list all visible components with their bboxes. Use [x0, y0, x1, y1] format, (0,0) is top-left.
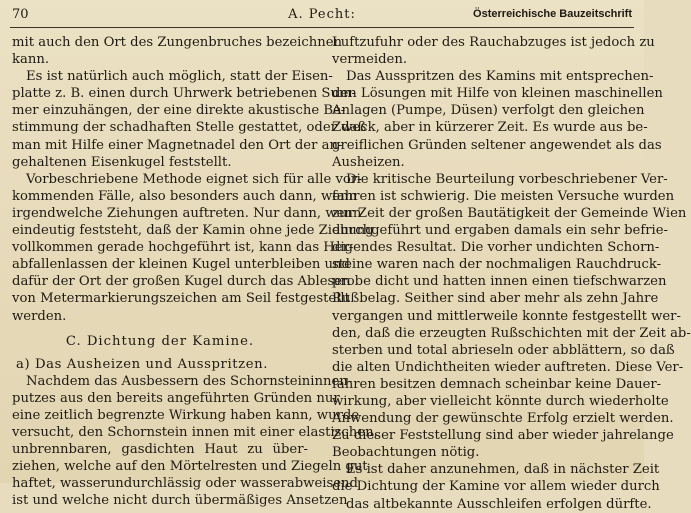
text-line: sterben und total abrieseln oder abblättern, so daß: [332, 342, 675, 358]
text-line: kann.: [12, 52, 50, 68]
text-line: den, daß die erzeugten Rußschichten mit der Zeit ab-: [332, 325, 691, 341]
text-line: durchgeführt und ergaben damals ein sehr befrie-: [332, 223, 669, 239]
text-line: man mit Hilfe einer Magnetnadel den Ort der an-: [12, 137, 343, 153]
text-line: abfallenlassen der kleinen Kugel unterbleiben und: [12, 257, 350, 273]
text-line: die alten Undichtheiten wieder auftreten. Diese Ver-: [332, 359, 684, 375]
text-line: Zu dieser Feststellung sind aber wieder jahrelange: [332, 428, 674, 444]
text-line: digendes Resultat. Die vorher undichten Schorn-: [332, 240, 660, 256]
section-heading: C. Dichtung der Kamine.: [65, 333, 255, 349]
text-line: wirkung, aber vielleicht könnte durch wiederholte: [332, 393, 669, 409]
text-line: eine zeitlich begrenzte Wirkung haben kann, wurde: [12, 407, 360, 423]
text-line: eindeutig feststeht, daß der Kamin ohne jede Ziehung: [12, 223, 374, 239]
text-line: Nachdem das Ausbessern des Schornsteininnen-: [26, 373, 353, 389]
text-line: greiflichen Gründen seltener angewendet als das: [332, 137, 662, 153]
text-line: ziehen, welche auf den Mörtelresten und Ziegeln gut: [12, 459, 368, 475]
text-line: unbrennbaren, gasdichten Haut zu über-: [12, 442, 308, 458]
text-line: Anlagen (Pumpe, Düsen) verfolgt den gleichen: [332, 103, 645, 119]
text-line: Das Ausspritzen des Kamins mit entsprechen-: [346, 69, 654, 85]
text-line: mer einzuhängen, der eine direkte akustische Be-: [12, 103, 346, 119]
page-number: 70: [12, 7, 29, 22]
running-title-author: A. Pecht:: [288, 7, 356, 22]
text-line: Rußbelag. Seither sind aber mehr als zehn Jahre: [332, 291, 659, 307]
text-line: werden.: [12, 308, 67, 324]
text-line: Vorbeschriebene Methode eignet sich für alle vor-: [26, 171, 362, 187]
text-line: vollkommen gerade hochgeführt ist, kann das Her-: [12, 240, 354, 256]
text-line: die Dichtung der Kamine vor allem wieder durch: [332, 479, 660, 495]
text-line: Die kritische Beurteilung vorbeschriebener Ver-: [346, 171, 668, 187]
text-line: steine waren nach der nochmaligen Rauchdruck-: [332, 257, 662, 273]
text-line: vermeiden.: [332, 52, 408, 68]
text-line: stimmung der schadhaften Stelle gestattet, oder daß: [12, 120, 367, 136]
text-line: gehaltenen Eisenkugel feststellt.: [12, 154, 232, 170]
text-line: zur Zeit der großen Bautätigkeit der Gemeinde Wien: [332, 205, 687, 221]
spacer: [12, 325, 308, 333]
text-line: versucht, den Schornstein innen mit einer elastischen,: [12, 425, 378, 441]
text-line: Es ist daher anzunehmen, daß in nächster Zeit: [346, 462, 660, 478]
text-line: Anwendung der gewünschte Erfolg erzielt werden.: [332, 411, 674, 427]
text-line: von Metermarkierungszeichen am Seil festgestellt: [12, 291, 350, 307]
text-line: den Lösungen mit Hilfe von kleinen maschinellen: [332, 86, 663, 102]
text-line: fahren ist schwierig. Die meisten Versuche wurden: [332, 188, 675, 204]
text-line: Luftzufuhr oder des Rauchabzuges ist jedoch zu: [332, 35, 655, 50]
header-rule: [10, 27, 634, 28]
text-line: fahren besitzen demnach scheinbar keine Dauer-: [332, 376, 662, 392]
text-line: probe dicht und hatten innen einen tiefschwarzen: [332, 274, 667, 290]
text-line: Es ist natürlich auch möglich, statt der Eisen-: [26, 69, 333, 85]
page-header: [12, 4, 632, 26]
text-line: putzes aus den bereits angeführten Gründen nur: [12, 390, 340, 406]
text-line: Ausheizen.: [332, 154, 405, 170]
text-line: kommenden Fälle, also besonders auch dann, wenn: [12, 188, 358, 204]
text-line: das altbekannte Ausschleifen erfolgen dürfte.: [346, 496, 652, 512]
text-line: Zweck, aber in kürzerer Zeit. Es wurde aus be-: [332, 120, 648, 136]
right-text-column: [332, 34, 691, 512]
text-line: dafür der Ort der großen Kugel durch das Ablesen: [12, 274, 351, 290]
text-line: haftet, wasserundurchlässig oder wasserabweisend: [12, 476, 358, 492]
text-line: ist und welche nicht durch übermäßiges Ansetzen: [12, 493, 348, 509]
text-line: platte z. B. einen durch Uhrwerk betriebenen Sum-: [12, 86, 356, 102]
text-line: irgendwelche Ziehungen auftreten. Nur dann, wenn: [12, 205, 362, 221]
journal-name: Österreichische Bauzeitschrift: [473, 8, 632, 20]
text-line: vergangen und mittlerweile konnte festgestellt wer-: [332, 308, 681, 324]
subsection-heading: a) Das Ausheizen und Ausspritzen.: [16, 356, 269, 372]
text-line: Beobachtungen nötig.: [332, 445, 480, 461]
text-line: mit auch den Ort des Zungenbruches bezeichnen: [12, 35, 343, 50]
